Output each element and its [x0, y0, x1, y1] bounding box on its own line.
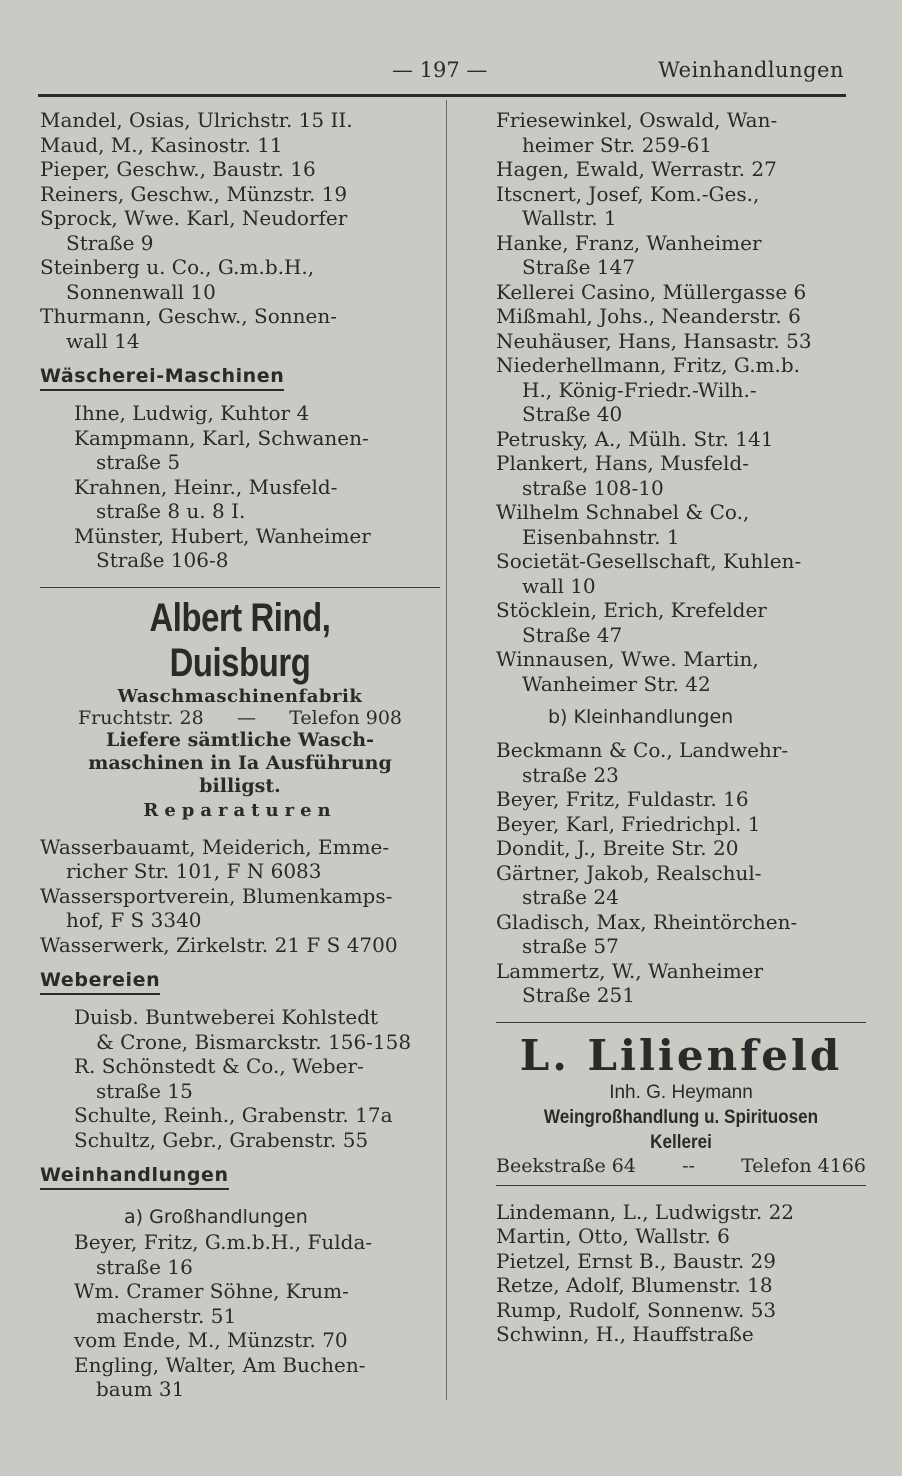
directory-entry	[74, 1230, 440, 1279]
entry-line: Schultz, Gebr., Grabenstr. 55	[74, 1127, 369, 1152]
directory-entry	[496, 787, 866, 812]
directory-entry	[40, 304, 440, 353]
entry-line: Beyer, Fritz, G.m.b.H., Fulda-	[74, 1230, 373, 1254]
directory-entry	[40, 182, 440, 207]
entry-line: Friesewinkel, Oswald, Wan-	[496, 108, 778, 132]
directory-entry	[496, 1298, 866, 1323]
ad-contact-line	[496, 1155, 866, 1177]
directory-entry	[40, 206, 440, 255]
section-heading: Weinhandlungen	[40, 1164, 229, 1190]
entry-continuation: straße 24	[522, 885, 619, 909]
directory-entry	[496, 910, 866, 959]
directory-entry	[496, 598, 866, 647]
entry-continuation: straße 108-10	[522, 475, 664, 500]
directory-entry	[496, 1249, 866, 1274]
directory-entry	[496, 182, 866, 231]
directory-entry	[496, 451, 866, 500]
entry-line: Mandel, Osias, Ulrichstr. 15 II.	[40, 108, 353, 132]
entry-continuation: straße 23	[522, 762, 619, 787]
entry-line: Itscnert, Josef, Kom.-Ges.,	[496, 181, 760, 206]
entry-continuation: Wanheimer Str. 42	[522, 671, 711, 696]
directory-entry	[496, 231, 866, 280]
entry-line: Kampmann, Karl, Schwanen-	[74, 425, 369, 450]
right-column	[496, 108, 866, 1347]
entry-line: Hanke, Franz, Wanheimer	[496, 230, 762, 255]
entry-continuation: Straße 251	[522, 983, 635, 1007]
entry-line: Kellerei Casino, Müllergasse 6	[496, 279, 807, 304]
directory-entry	[496, 280, 866, 305]
entry-continuation: Wallstr. 1	[522, 206, 617, 230]
directory-entry	[74, 1279, 440, 1328]
directory-entry	[74, 1054, 440, 1103]
directory-entry	[496, 959, 866, 1008]
directory-entry	[40, 835, 440, 884]
directory-entry	[74, 426, 440, 475]
entry-continuation: wall 10	[522, 573, 596, 598]
entry-line: Mißmahl, Johs., Neanderstr. 6	[496, 304, 801, 328]
entry-continuation: straße 57	[522, 934, 619, 958]
entry-line: Steinberg u. Co., G.m.b.H.,	[40, 255, 315, 279]
running-head: Weinhandlungen	[658, 58, 844, 82]
directory-entry	[496, 1224, 866, 1249]
ad-firm-name: Albert Rind, Duisburg	[149, 595, 331, 685]
entry-continuation: & Crone, Bismarckstr. 156-158	[96, 1029, 412, 1054]
directory-entry	[74, 1005, 440, 1054]
ad-cellar: Kellerei	[650, 1131, 712, 1153]
entry-continuation: wall 14	[66, 328, 140, 353]
directory-entry	[496, 836, 866, 861]
ad-address: Beekstraße 64	[496, 1154, 636, 1177]
entry-continuation: baum 31	[96, 1377, 185, 1401]
ad-trade: Weingroßhandlung u. Spirituosen	[543, 1106, 819, 1128]
directory-entry	[40, 884, 440, 933]
directory-entry	[496, 738, 866, 787]
entry-line: Wasserwerk, Zirkelstr. 21 F S 4700	[40, 932, 398, 957]
ad-contact-line	[40, 707, 440, 729]
entry-line: Rump, Rudolf, Sonnenw. 53	[496, 1297, 777, 1322]
directory-entry	[496, 157, 866, 182]
entry-line: Beyer, Karl, Friedrichpl. 1	[496, 811, 761, 836]
ad-rule	[40, 587, 440, 588]
entry-line: Schwinn, H., Hauffstraße	[496, 1322, 754, 1346]
entry-group	[40, 401, 440, 573]
entry-continuation: Straße 106-8	[96, 548, 229, 572]
entry-line: Lammertz, W., Wanheimer	[496, 958, 764, 983]
entry-line: Reiners, Geschw., Münzstr. 19	[40, 181, 348, 206]
entry-continuation: straße 16	[96, 1254, 193, 1279]
ad-text-line: Liefere sämtliche Wasch-	[105, 728, 374, 751]
entry-line: Ihne, Ludwig, Kuhtor 4	[74, 401, 310, 425]
entry-line: Plankert, Hans, Musfeld-	[496, 451, 749, 475]
entry-line: Beyer, Fritz, Fuldastr. 16	[496, 787, 749, 811]
ad-rule	[496, 1022, 866, 1023]
directory-entry	[496, 304, 866, 329]
entry-line: Sprock, Wwe. Karl, Neudorfer	[40, 206, 348, 230]
entry-group	[40, 1230, 440, 1402]
ad-dash: --	[682, 1154, 695, 1177]
entry-line: Winnausen, Wwe. Martin,	[496, 647, 759, 671]
directory-entry	[496, 549, 866, 598]
ad-firm-name: L. Lilienfeld	[519, 1030, 843, 1080]
directory-entry	[40, 133, 440, 158]
subsection-heading: b) Kleinhandlungen	[548, 706, 734, 728]
directory-entry	[74, 524, 440, 573]
entry-continuation: richer Str. 101, F N 6083	[66, 859, 322, 883]
directory-entry	[74, 475, 440, 524]
entry-line: R. Schönstedt & Co., Weber-	[74, 1054, 364, 1078]
entry-group	[496, 1200, 866, 1347]
ad-text-line: billigst.	[199, 774, 281, 797]
entry-line: Wasserbauamt, Meiderich, Emme-	[40, 834, 390, 859]
directory-entry	[496, 329, 866, 354]
entry-line: Neuhäuser, Hans, Hansastr. 53	[496, 328, 812, 353]
entry-line: Gärtner, Jakob, Realschul-	[496, 860, 762, 885]
section-heading: Wäscherei-Maschinen	[40, 365, 284, 391]
advertisement	[496, 1022, 866, 1186]
entry-continuation: straße 8 u. 8 I.	[96, 499, 246, 523]
ad-owner: Inh. G. Heymann	[609, 1081, 753, 1103]
entry-line: Retze, Adolf, Blumenstr. 18	[496, 1273, 773, 1297]
directory-entry	[496, 353, 866, 427]
directory-entry	[40, 157, 440, 182]
ad-subtitle: Waschmaschinenfabrik	[117, 685, 363, 707]
directory-entry	[74, 1128, 440, 1153]
entry-line: Dondit, J., Breite Str. 20	[496, 836, 739, 860]
entry-line: Maud, M., Kasinostr. 11	[40, 132, 283, 157]
entry-continuation: heimer Str. 259-61	[522, 132, 713, 157]
entry-line: Schulte, Reinh., Grabenstr. 17a	[74, 1103, 393, 1127]
entry-group	[496, 108, 866, 696]
entry-continuation: straße 15	[96, 1078, 193, 1103]
entry-line: Pieper, Geschw., Baustr. 16	[40, 157, 316, 181]
directory-entry	[74, 401, 440, 426]
entry-line: Münster, Hubert, Wanheimer	[74, 523, 371, 548]
entry-line: Hagen, Ewald, Werrastr. 27	[496, 157, 777, 181]
ad-dash: —	[236, 706, 256, 729]
directory-entry	[40, 108, 440, 133]
directory-entry	[496, 500, 866, 549]
ad-repair-line: Reparaturen	[143, 799, 337, 821]
entry-line: Thurmann, Geschw., Sonnen-	[40, 304, 337, 328]
entry-continuation: Straße 9	[66, 230, 154, 255]
entry-continuation: Straße 147	[522, 255, 635, 279]
entry-group	[496, 738, 866, 1008]
page-header	[0, 58, 902, 88]
directory-entry	[496, 812, 866, 837]
directory-entry	[40, 255, 440, 304]
directory-entry	[74, 1103, 440, 1128]
directory-entry	[496, 108, 866, 157]
ad-rule	[496, 1185, 866, 1186]
ad-text-line: maschinen in Ia Ausführung	[88, 751, 392, 774]
directory-entry	[496, 1322, 866, 1347]
entry-continuation: Straße 40	[522, 402, 623, 426]
directory-entry	[496, 1200, 866, 1225]
entry-line: Wilhelm Schnabel & Co.,	[496, 500, 750, 524]
page-number: — 197 —	[392, 58, 488, 82]
header-rule	[38, 94, 846, 97]
entry-continuation: macherstr. 51	[96, 1303, 237, 1328]
ad-address: Fruchtstr. 28	[78, 706, 204, 729]
entry-continuation: H., König-Friedr.-Wilh.-	[522, 377, 757, 402]
directory-entry	[496, 861, 866, 910]
directory-entry	[74, 1353, 440, 1402]
directory-entry	[496, 427, 866, 452]
directory-entry	[74, 1328, 440, 1353]
column-divider	[446, 100, 447, 1400]
entry-line: Duisb. Buntweberei Kohlstedt	[74, 1005, 379, 1029]
left-column	[40, 108, 440, 1402]
entry-line: Pietzel, Ernst B., Baustr. 29	[496, 1248, 777, 1273]
directory-entry	[496, 1273, 866, 1298]
entry-group	[40, 1005, 440, 1152]
entry-group	[40, 108, 440, 353]
ad-phone: Telefon 4166	[741, 1154, 866, 1177]
entry-line: Beckmann & Co., Landwehr-	[496, 738, 789, 762]
entry-continuation: Sonnenwall 10	[66, 279, 216, 304]
entry-line: Martin, Otto, Wallstr. 6	[496, 1224, 730, 1248]
subsection-heading: a) Großhandlungen	[124, 1206, 308, 1228]
section-heading: Webereien	[40, 969, 160, 995]
directory-entry	[496, 647, 866, 696]
entry-line: Niederhellmann, Fritz, G.m.b.	[496, 353, 801, 377]
entry-line: Krahnen, Heinr., Musfeld-	[74, 474, 338, 499]
entry-line: vom Ende, M., Münzstr. 70	[74, 1328, 348, 1352]
entry-continuation: Eisenbahnstr. 1	[522, 524, 680, 549]
advertisement	[40, 587, 440, 821]
entry-line: Wm. Cramer Söhne, Krum-	[74, 1279, 349, 1303]
entry-line: Societät-Gesellschaft, Kuhlen-	[496, 549, 802, 573]
entry-continuation: hof, F S 3340	[66, 908, 202, 932]
entry-line: Wassersportverein, Blumenkamps-	[40, 883, 393, 908]
entry-line: Gladisch, Max, Rheintörchen-	[496, 909, 798, 934]
entry-line: Stöcklein, Erich, Krefelder	[496, 598, 767, 622]
ad-phone: Telefon 908	[289, 706, 402, 729]
entry-line: Lindemann, L., Ludwigstr. 22	[496, 1199, 795, 1224]
entry-line: Petrusky, A., Mülh. Str. 141	[496, 426, 774, 451]
entry-line: Engling, Walter, Am Buchen-	[74, 1352, 366, 1377]
entry-group	[40, 835, 440, 958]
entry-continuation: straße 5	[96, 450, 181, 474]
entry-continuation: Straße 47	[522, 622, 623, 647]
directory-entry	[40, 933, 440, 958]
